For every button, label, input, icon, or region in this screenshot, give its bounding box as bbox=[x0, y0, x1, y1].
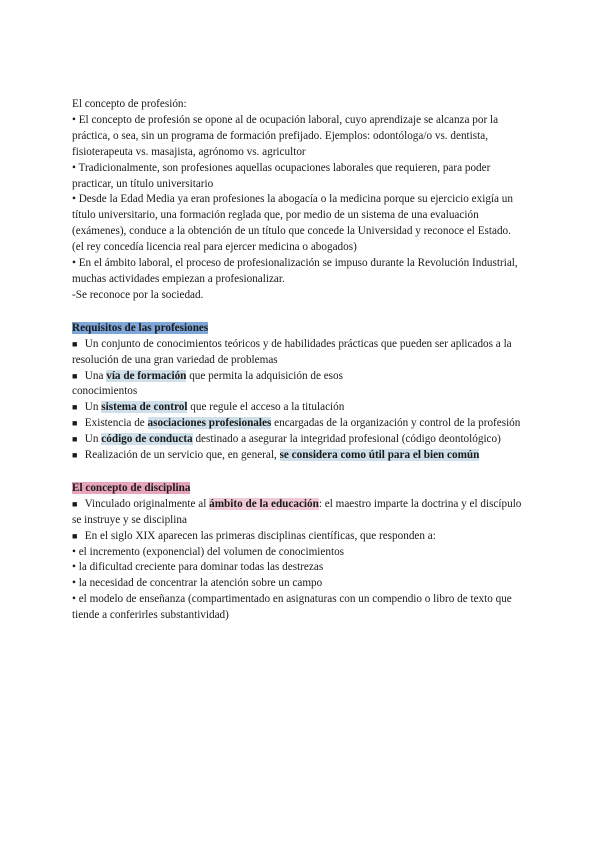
requisito-text: que permita la adquisición de esos bbox=[189, 369, 343, 382]
disciplina-subitem: • el incremento (exponencial) del volumen de conocimientos bbox=[72, 545, 345, 558]
square-bullet-icon: ■ bbox=[72, 418, 78, 429]
requisito-text: Realización de un servicio que, en general, bbox=[84, 449, 277, 462]
requisito-highlight: asociaciones profesionales bbox=[147, 417, 272, 430]
profesion-bullet-3: • Desde la Edad Media ya eran profesiones la abogacía o la medicina porque su ejercicio exigía un título universitario, una formación reglada que, por medio de un sistema de una evaluación (exámenes), conduce a la obtención de un título que concede la Universidad y reconoce el Estado. (el rey concedía licencia real para ejercer medicina o abogados) bbox=[72, 193, 513, 254]
requisito-text: destinado a asegurar la integridad profesional (código deontológico) bbox=[195, 433, 501, 446]
square-bullet-icon: ■ bbox=[72, 530, 78, 541]
spacer bbox=[72, 304, 524, 321]
disciplina-text: Vinculado originalmente al bbox=[84, 497, 207, 510]
profesion-bullet-2: • Tradicionalmente, son profesiones aquellas ocupaciones laborales que requieren, para poder practicar, un título universitario bbox=[72, 161, 491, 190]
disciplina-item bbox=[72, 529, 524, 545]
profesion-bullet-4: • En el ámbito laboral, el proceso de profesionalización se impuso durante la Revolución Industrial, muchas actividades empiezan a profesionalizar. bbox=[72, 257, 518, 285]
requisito-text: Un bbox=[84, 433, 99, 446]
requisito-item bbox=[72, 337, 524, 369]
disciplina-highlight: ámbito de la educación bbox=[209, 497, 319, 510]
requisito-item bbox=[72, 432, 524, 448]
section-profesion-title: El concepto de profesión: bbox=[72, 98, 187, 110]
requisito-text: conocimientos bbox=[72, 385, 138, 398]
spacer bbox=[72, 464, 524, 481]
requisito-text: Una bbox=[84, 369, 104, 382]
requisito-highlight: sistema de control bbox=[101, 401, 188, 414]
disciplina-subitem: • la necesidad de concentrar la atención sobre un campo bbox=[72, 577, 323, 590]
requisito-item bbox=[72, 369, 524, 401]
disciplina-subitem: • la dificultad creciente para dominar todas las destrezas bbox=[72, 561, 324, 574]
requisito-text: Un bbox=[84, 401, 99, 414]
disciplina-item bbox=[72, 497, 524, 529]
requisito-text: Existencia de bbox=[84, 417, 145, 430]
square-bullet-icon: ■ bbox=[72, 370, 78, 381]
disciplina-heading bbox=[72, 481, 524, 497]
requisito-highlight: vía de formación bbox=[106, 369, 187, 382]
square-bullet-icon: ■ bbox=[72, 338, 78, 349]
document-page bbox=[72, 97, 524, 624]
requisito-item bbox=[72, 448, 524, 464]
requisitos-heading bbox=[72, 321, 524, 337]
requisito-text: que regule el acceso a la titulación bbox=[190, 401, 345, 414]
disciplina-text: : el maestro imparte la doctrina y el discípulo se instruye y se disciplina bbox=[72, 497, 522, 526]
square-bullet-icon: ■ bbox=[72, 402, 78, 413]
profesion-note: -Se reconoce por la sociedad. bbox=[72, 288, 204, 301]
disciplina-subitem: • el modelo de enseñanza (compartimentado en asignaturas con un compendio o libro de texto que tiende a conferirles substantividad) bbox=[72, 593, 512, 622]
requisito-text: encargadas de la organización y control de la profesión bbox=[274, 417, 521, 430]
square-bullet-icon: ■ bbox=[72, 434, 78, 445]
profesion-bullet-1: • El concepto de profesión se opone al de ocupación laboral, cuyo aprendizaje se alcanza por la práctica, o sea, sin un programa de formación prefijado. Ejemplos: odontóloga/o vs. dentista, fisioterapeuta vs. masajista, agrónomo vs. agricultor bbox=[72, 113, 499, 158]
requisito-highlight: se considera como útil para el bien común bbox=[279, 449, 480, 462]
disciplina-text: En el siglo XIX aparecen las primeras disciplinas científicas, que responden a: bbox=[84, 529, 436, 542]
requisitos-heading-text: Requisitos de las profesiones bbox=[72, 321, 209, 334]
requisito-highlight: código de conducta bbox=[101, 433, 193, 446]
requisito-item bbox=[72, 416, 524, 432]
square-bullet-icon: ■ bbox=[72, 450, 78, 461]
square-bullet-icon: ■ bbox=[72, 498, 78, 509]
requisito-item bbox=[72, 400, 524, 416]
disciplina-heading-text: El concepto de disciplina bbox=[72, 481, 191, 494]
requisito-text: Un conjunto de conocimientos teóricos y de habilidades prácticas que pueden ser aplicados a la resolución de una gran variedad de problemas bbox=[72, 337, 512, 366]
